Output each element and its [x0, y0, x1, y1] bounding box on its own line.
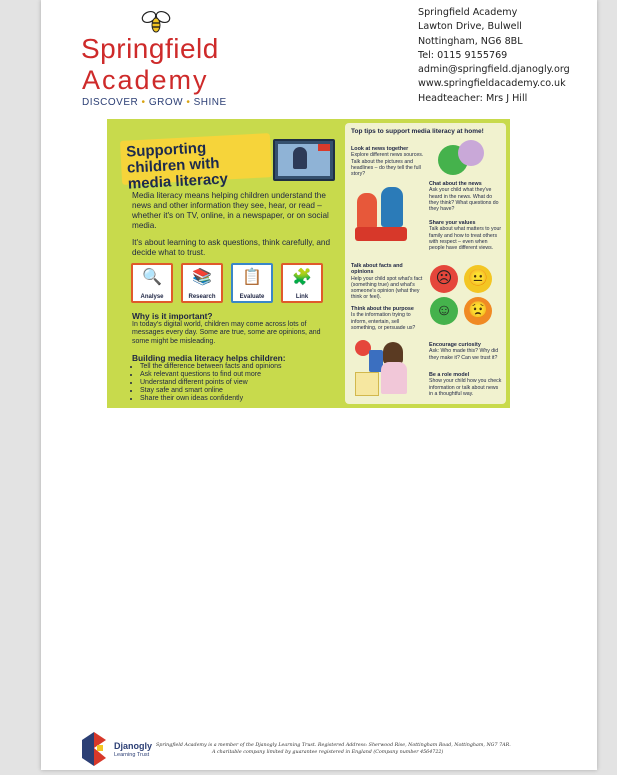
build-heading: Building media literacy helps children:: [132, 353, 286, 363]
build-item: • Stay safe and smart online: [140, 387, 342, 395]
tip-look-at-news: Look at news together Explore different news sources. Talk about the pictures and headlines – do they tell the full story?: [351, 146, 424, 178]
build-item: • Understand different points of view: [140, 379, 342, 387]
why-important-section: [132, 312, 337, 346]
flyer-left-panel: [107, 119, 345, 408]
why-heading: Why is it important?: [132, 311, 213, 321]
address-street: Lawton Drive, Bulwell: [418, 21, 522, 33]
skill-evaluate: 📋 Evaluate: [231, 263, 273, 303]
tip-role-model: Be a role model Show your child how you check information or talk about news in a thoughtful way.: [429, 372, 502, 397]
chat-bubble-icon: [458, 140, 484, 166]
tv-icon: [273, 139, 335, 181]
build-item: • Tell the difference between facts and opinions: [140, 363, 342, 371]
tip-encourage-curiosity: Encourage curiosity Ask: Who made this? Why did they make it? Can we trust it?: [429, 342, 499, 361]
tip-chat-about-news: Chat about the news Ask your child what they've heard in the news. What do they think? What questions do they have?: [429, 181, 499, 213]
happy-face-icon: ☺: [430, 297, 458, 325]
address-city: Nottingham, NG6 8BL: [418, 35, 523, 47]
intro-paragraph-2: It's about learning to ask questions, think carefully, and decide what to trust.: [132, 238, 331, 257]
bee-icon: [141, 8, 171, 36]
books-icon: 📚: [192, 269, 212, 286]
address-school-name: Springfield Academy: [418, 7, 518, 18]
tip-think-purpose: Think about the purpose Is the information trying to inform, entertain, sell something, or persuade us?: [351, 306, 416, 331]
magnifier-icon: 🔍: [142, 269, 162, 286]
address-headteacher: Headteacher: Mrs J Hill: [418, 92, 528, 104]
skill-research: 📚 Research: [181, 263, 223, 303]
puzzle-icon: 🧩: [292, 269, 312, 286]
logo-tagline: DISCOVER • GROW • SHINE: [82, 97, 227, 108]
checklist-icon: 📋: [242, 269, 262, 286]
tips-heading: Top tips to support media literacy at home!: [351, 128, 484, 135]
address-website: www.springfieldacademy.co.uk: [418, 78, 566, 90]
neutral-face-icon: 😐: [464, 265, 492, 293]
tips-panel: [345, 123, 506, 404]
skill-analyse: 🔍 Analyse: [131, 263, 173, 303]
build-literacy-section: [132, 354, 342, 403]
footer-line-2: A charitable company limited by guarantee registered in England (Company number 4564722): [212, 750, 444, 755]
school-address: [418, 6, 570, 106]
why-body: In today's digital world, children may come across lots of messages every day. Some are true, some are opinions, and some might be misleading.: [132, 321, 321, 345]
address-phone: Tel: 0115 9155769: [418, 49, 508, 61]
logo-line-2: Academy: [82, 65, 209, 95]
trust-logo-sub: Learning Trust: [114, 752, 150, 758]
flyer-intro: [132, 191, 337, 265]
footer-line-1: Springfield Academy is a member of the Djanogly Learning Trust. Registered Address: Sherwood Rise, Nottingham Road, Nottingham, NG7 7AR.: [156, 743, 511, 748]
skill-link: 🧩 Link: [281, 263, 323, 303]
media-literacy-flyer: [107, 119, 510, 408]
skills-icons: [131, 263, 323, 303]
people-chatting-illustration: [351, 185, 413, 247]
build-item: • Ask relevant questions to find out more: [140, 371, 342, 379]
logo-line-1: Springfield: [81, 33, 219, 64]
trust-logo-name: Djanogly: [114, 741, 153, 751]
worried-face-icon: 😟: [464, 297, 492, 325]
angry-face-icon: ☹: [430, 265, 458, 293]
address-email: admin@springfield.djanogly.org: [418, 64, 570, 76]
tip-share-values: Share your values Talk about what matters to your family and how to treat others with respect – even when people have different views.: [429, 220, 502, 252]
footer-legal: [156, 742, 511, 756]
flyer-title: Supporting children with media literacy: [125, 139, 229, 193]
presenter-illustration: [353, 336, 423, 398]
tip-facts-opinions: Talk about facts and opinions Help your child spot what's fact (something true) and what's someone's opinion (what they think or feel).: [351, 263, 423, 301]
build-item: • Share their own ideas confidently: [140, 395, 342, 403]
trust-logo: [80, 728, 158, 770]
intro-paragraph-1: Media literacy means helping children understand the news and other information they see, hear, or read – whether it's on TV, online, in a newspaper, or on social media.: [132, 191, 329, 230]
school-logo: [81, 8, 231, 108]
